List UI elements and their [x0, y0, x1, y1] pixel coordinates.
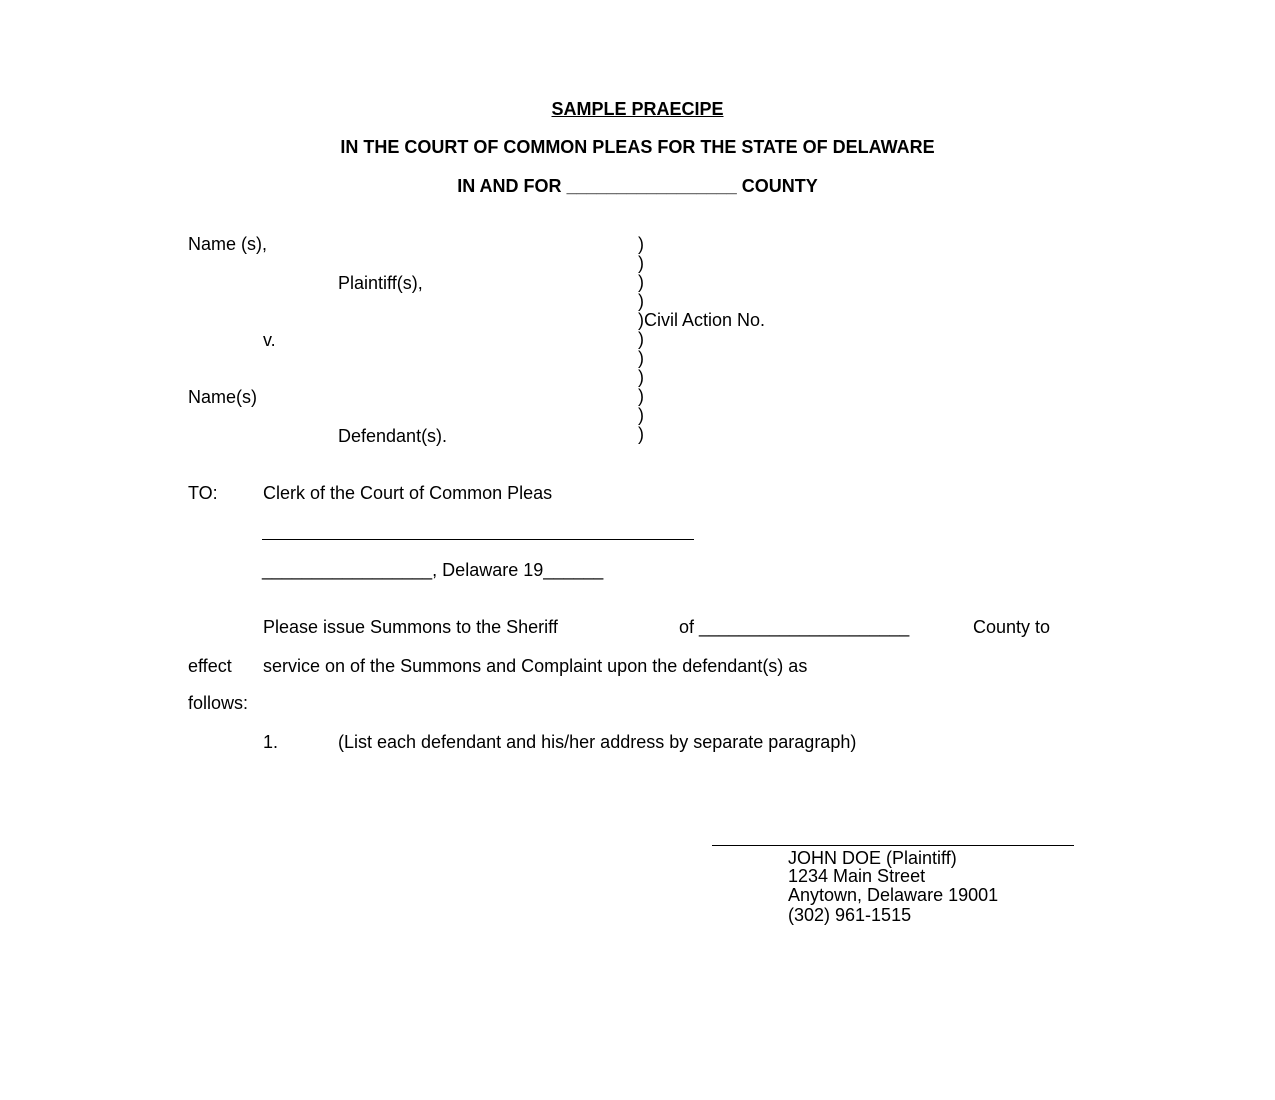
caption-paren: ) [638, 424, 644, 444]
to-label: TO: [188, 483, 218, 503]
clerk-line: Clerk of the Court of Common Pleas [263, 483, 553, 503]
county-heading [0, 176, 1275, 196]
plaintiff-role: Plaintiff(s), [338, 273, 423, 293]
caption-paren: ) [638, 367, 644, 387]
signature-phone: (302) 961-1515 [788, 905, 912, 925]
defendant-name: Name(s) [188, 387, 258, 407]
defendant-role: Defendant(s). [338, 426, 448, 446]
signature-line [712, 845, 1074, 846]
list-item-number: 1. [263, 732, 279, 752]
address-blank-line [262, 539, 694, 540]
versus-label: v. [263, 330, 276, 350]
plaintiff-name: Name (s), [188, 234, 268, 254]
signature-street: 1234 Main Street [788, 866, 926, 886]
signature-city: Anytown, Delaware 19001 [788, 885, 999, 905]
city-state-line: _________________, Delaware 19______ [262, 560, 604, 580]
body-line-1-start: Please issue Summons to the Sheriff [263, 617, 558, 637]
county-blank: _________________ [566, 176, 737, 196]
body-line-3: follows: [188, 693, 249, 713]
court-heading: IN THE COURT OF COMMON PLEAS FOR THE STATE OF DELAWARE [340, 137, 935, 157]
body-line-2-rest: service on of the Summons and Complaint upon the defendant(s) as [263, 656, 808, 676]
county-prefix: IN AND FOR [457, 176, 562, 196]
caption-paren: ) [638, 291, 644, 311]
caption-paren: ) [638, 329, 644, 349]
body-line-1-end: County to [973, 617, 1051, 637]
caption-paren: ) [638, 405, 644, 425]
county-suffix: COUNTY [741, 176, 818, 196]
document-title: SAMPLE PRAECIPE [551, 99, 724, 119]
caption-paren: ) [638, 348, 644, 368]
caption-paren: ) [638, 234, 644, 254]
civil-action-label: )Civil Action No. [638, 310, 766, 330]
caption-paren: ) [638, 386, 644, 406]
caption-paren: ) [638, 272, 644, 292]
list-item-text: (List each defendant and his/her address by separate paragraph) [338, 732, 857, 752]
body-line-1-sheriff-blank: of _____________________ [679, 617, 910, 637]
signature-name: JOHN DOE (Plaintiff) [788, 848, 957, 868]
caption-paren: ) [638, 253, 644, 273]
body-line-2-start: effect [188, 656, 232, 676]
